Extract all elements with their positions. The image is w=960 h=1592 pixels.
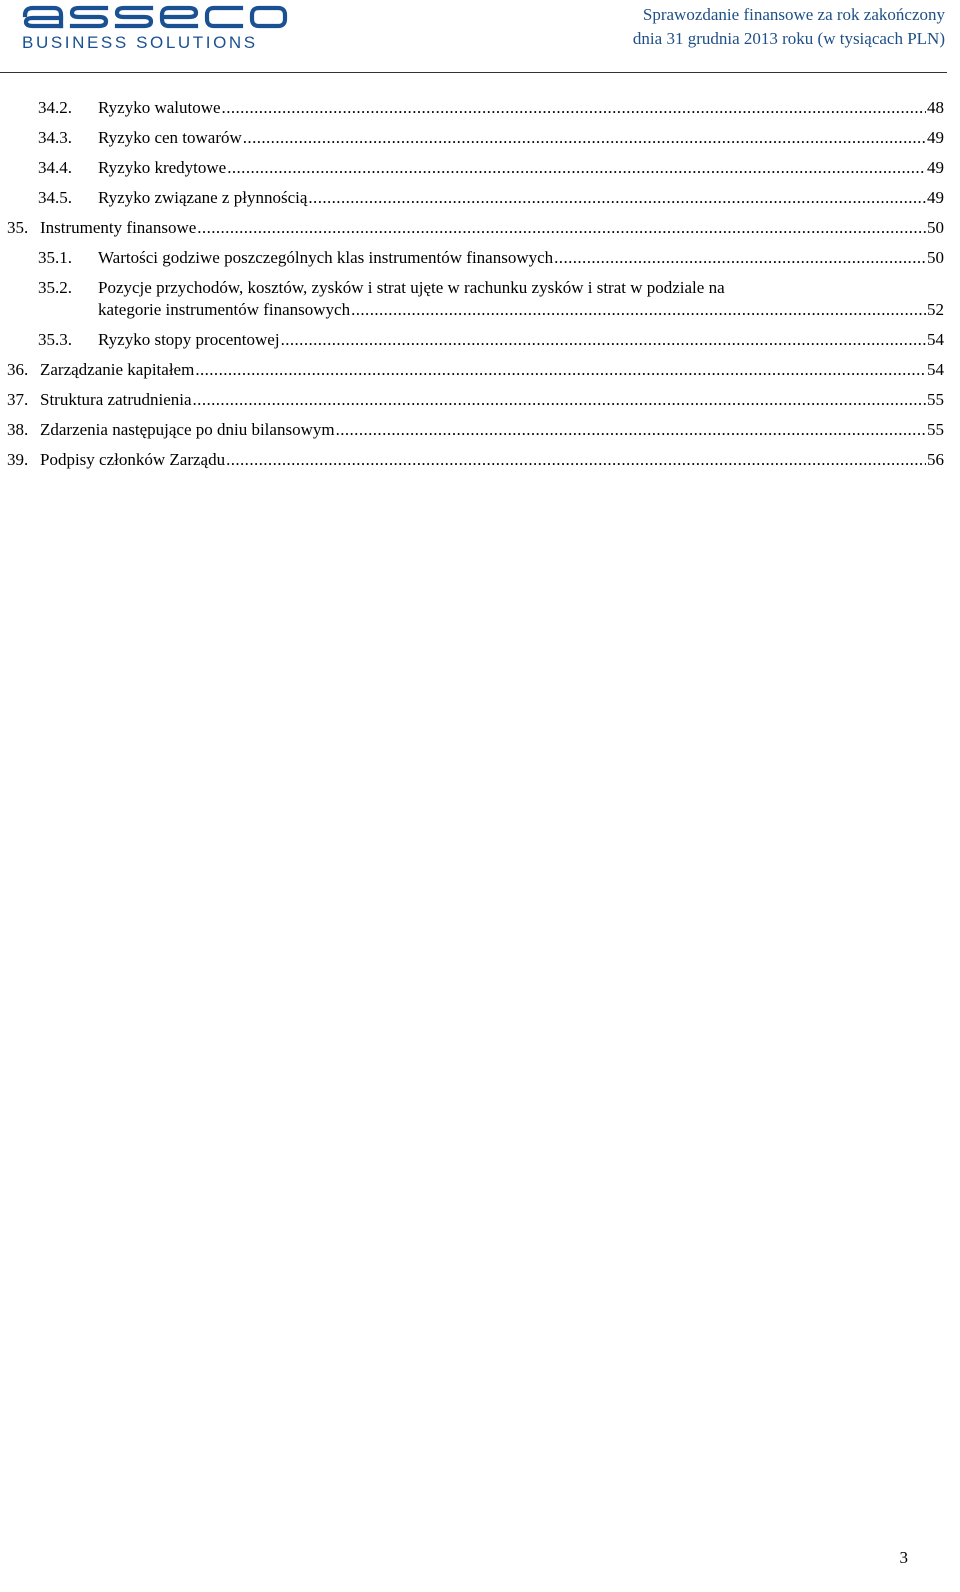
toc-entry-page: 54	[927, 360, 944, 379]
toc-entry-number: 36.	[7, 360, 29, 379]
toc-entry-title: Ryzyko stopy procentowej	[98, 330, 280, 349]
toc-entry-number: 35.3.	[38, 330, 72, 349]
toc-entry-number: 34.2.	[38, 98, 72, 117]
toc-entry-title: Zdarzenia następujące po dniu bilansowym	[40, 420, 335, 439]
toc-dot-leader	[336, 415, 926, 445]
toc-entry-page: 49	[927, 128, 944, 147]
toc-entry-page: 50	[927, 218, 944, 237]
header-divider	[0, 72, 947, 73]
toc-entry-page: 49	[927, 158, 944, 177]
toc-entry-title: Ryzyko cen towarów	[98, 128, 242, 147]
toc-dot-leader	[193, 385, 926, 415]
toc-entry-number: 35.	[7, 218, 29, 237]
toc-entry-number: 34.4.	[38, 158, 72, 177]
toc-entry-34-2[interactable]	[3, 93, 944, 123]
toc-entry-number: 38.	[7, 420, 29, 439]
toc-dot-leader	[222, 93, 926, 123]
document-header-title	[633, 3, 945, 51]
toc-entry-title-line-1: Pozycje przychodów, kosztów, zysków i strat ujęte w rachunku zysków i strat w podziale na	[98, 278, 725, 297]
toc-entry-number: 35.2.	[38, 278, 72, 297]
toc-entry-34-5[interactable]	[3, 183, 944, 213]
toc-entry-title: Podpisy członków Zarządu	[40, 450, 226, 469]
toc-entry-title: Struktura zatrudnienia	[40, 390, 192, 409]
toc-entry-36[interactable]	[3, 355, 944, 385]
toc-entry-page: 55	[927, 390, 944, 409]
toc-dot-leader	[351, 295, 926, 325]
toc-dot-leader	[554, 243, 926, 273]
toc-dot-leader	[281, 325, 926, 355]
toc-entry-page: 55	[927, 420, 944, 439]
page-number: 3	[899, 1548, 908, 1567]
header-title-line-1: Sprawozdanie finansowe za rok zakończony	[642, 5, 945, 24]
toc-entry-35[interactable]	[3, 213, 944, 243]
toc-entry-title-line-2: kategorie instrumentów finansowych	[98, 300, 351, 319]
logo-subtitle: BUSINESS SOLUTIONS	[22, 33, 258, 52]
toc-dot-leader	[308, 183, 926, 213]
logo-wordmark-graphic	[22, 2, 288, 32]
toc-entry-page: 54	[927, 330, 944, 349]
toc-dot-leader	[227, 153, 926, 183]
toc-entry-number: 34.5.	[38, 188, 72, 207]
toc-entry-35-1[interactable]	[3, 243, 944, 273]
toc-dot-leader	[195, 355, 926, 385]
toc-entry-title: Ryzyko kredytowe	[98, 158, 227, 177]
toc-entry-number: 35.1.	[38, 248, 72, 267]
toc-entry-page: 56	[927, 450, 944, 469]
toc-dot-leader	[243, 123, 926, 153]
toc-entry-title: Wartości godziwe poszczególnych klas instrumentów finansowych	[98, 248, 554, 267]
toc-entry-34-3[interactable]	[3, 123, 944, 153]
toc-entry-page: 50	[927, 248, 944, 267]
toc-entry-page: 49	[927, 188, 944, 207]
toc-entry-title: Zarządzanie kapitałem	[40, 360, 195, 379]
toc-entry-35-2[interactable]	[3, 273, 944, 325]
toc-entry-37[interactable]	[3, 385, 944, 415]
toc-entry-number: 39.	[7, 450, 29, 469]
toc-entry-title: Ryzyko związane z płynnością	[98, 188, 308, 207]
toc-entry-number: 34.3.	[38, 128, 72, 147]
toc-entry-38[interactable]	[3, 415, 944, 445]
toc-entry-page: 48	[927, 98, 944, 117]
table-of-contents	[3, 93, 944, 475]
toc-entry-number: 37.	[7, 390, 29, 409]
header-title-line-2: dnia 31 grudnia 2013 roku (w tysiącach PLN)	[632, 29, 945, 48]
toc-dot-leader	[197, 213, 926, 243]
toc-entry-title: Instrumenty finansowe	[40, 218, 197, 237]
toc-entry-35-3[interactable]	[3, 325, 944, 355]
toc-entry-39[interactable]	[3, 445, 944, 475]
toc-entry-title: Ryzyko walutowe	[98, 98, 221, 117]
toc-entry-page: 52	[927, 300, 944, 319]
toc-entry-34-4[interactable]	[3, 153, 944, 183]
toc-dot-leader	[226, 445, 926, 475]
